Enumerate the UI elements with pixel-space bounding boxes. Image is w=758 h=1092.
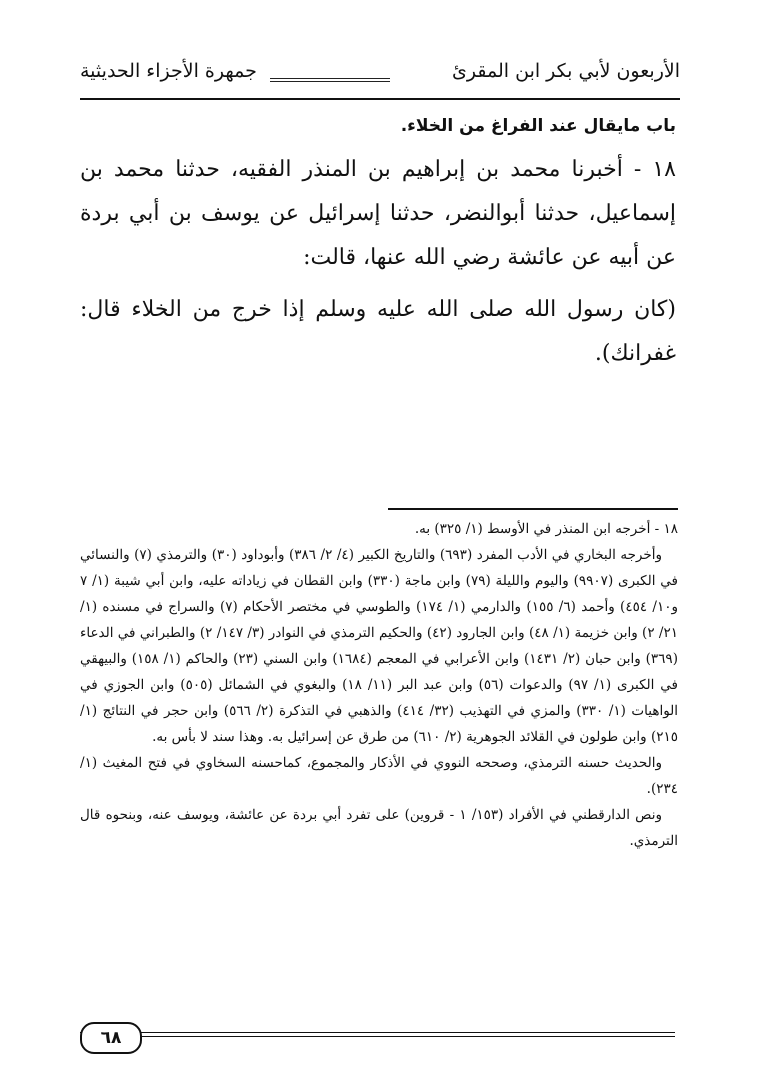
- footnote-separator: [388, 508, 678, 510]
- book-title: الأربعون لأبي بكر ابن المقرئ: [452, 60, 680, 82]
- page-footer: [80, 1024, 680, 1054]
- page-number: ٦٨: [80, 1022, 142, 1054]
- footnote-paragraph: وأخرجه البخاري في الأدب المفرد (٦٩٣) والتاريخ الكبير (٤/ ٢/ ٣٨٦) وأبوداود (٣٠) والترمذي (٧) والنسائي في الكبرى (٩٩٠٧) واليوم والليلة (٧٩) وابن ماجة (٣٣٠) وابن القطان في زياداته عليه، وابن أبي شيبة (١/ ٧ و١٠/ ٤٥٤) وأحمد (٦/ ١٥٥) والدارمي (١/ ١٧٤) والطوسي في مختصر الأحكام (٧) والسراج في مسنده (١/ ٢١/ ٢) وابن خزيمة (١/ ٤٨) وابن الجارود (٤٢) والحكيم الترمذي في النوادر (٣/ ١٤٧/ ٢) والطبراني في الدعاء (٣٦٩) وابن حبان (٢/ ١٤٣١) وابن الأعرابي في المعجم (١٦٨٤) وابن السني (٢٣) والحاكم (١/ ١٥٨) والبيهقي في الكبرى (١/ ٩٧) والدعوات (٥٦) وابن عبد البر (١١/ ١٨) والبغوي في الشمائل (٥٠٥) وابن الجوزي في الواهيات (١/ ٣٣٠) والمزي في التهذيب (٣٢/ ٤١٤) والذهبي في التذكرة (٢/ ٥٦٦) وابن حجر في النتائج (١/ ٢١٥) وابن طولون في القلائد الجوهرية (٢/ ٦١٠) من طرق عن إسرائيل به. وهذا سند لا بأس به.: [80, 547, 679, 745]
- footnote-paragraph: والحديث حسنه الترمذي، وصححه النووي في الأذكار والمجموع، كماحسنه السخاوي في فتح المغيث (١/ ٢٣٤).: [80, 755, 678, 797]
- running-header: [80, 58, 680, 98]
- footnote-paragraph: ١٨ - أخرجه ابن المنذر في الأوسط (١/ ٣٢٥) به.: [414, 521, 678, 537]
- footer-rule: [80, 1032, 675, 1037]
- chapter-heading: باب مايقال عند الفراغ من الخلاء.: [400, 116, 676, 136]
- hadith-text: ١٨ - أخبرنا محمد بن إبراهيم بن المنذر الفقيه، حدثنا محمد بن إسماعيل، حدثنا أبوالنضر، حدثنا إسرائيل عن يوسف بن أبي بردة عن أبيه عن عائشة رضي الله عنها، قالت:: [80, 157, 676, 270]
- main-content: [80, 110, 676, 376]
- footnotes: [80, 516, 678, 854]
- hadith-quote: (كان رسول الله صلى الله عليه وسلم إذا خرج من الخلاء قال: غفرانك).: [80, 297, 676, 366]
- header-ornament-rule: [270, 78, 390, 82]
- footnote-paragraph: ونص الدارقطني في الأفراد (١٥٣/ ١ - قروين) على تفرد أبي بردة عن عائشة، ويوسف عنه، وبنحوه قال الترمذي.: [80, 807, 678, 849]
- header-divider: [80, 98, 680, 100]
- series-title: جمهرة الأجزاء الحديثية: [80, 60, 257, 82]
